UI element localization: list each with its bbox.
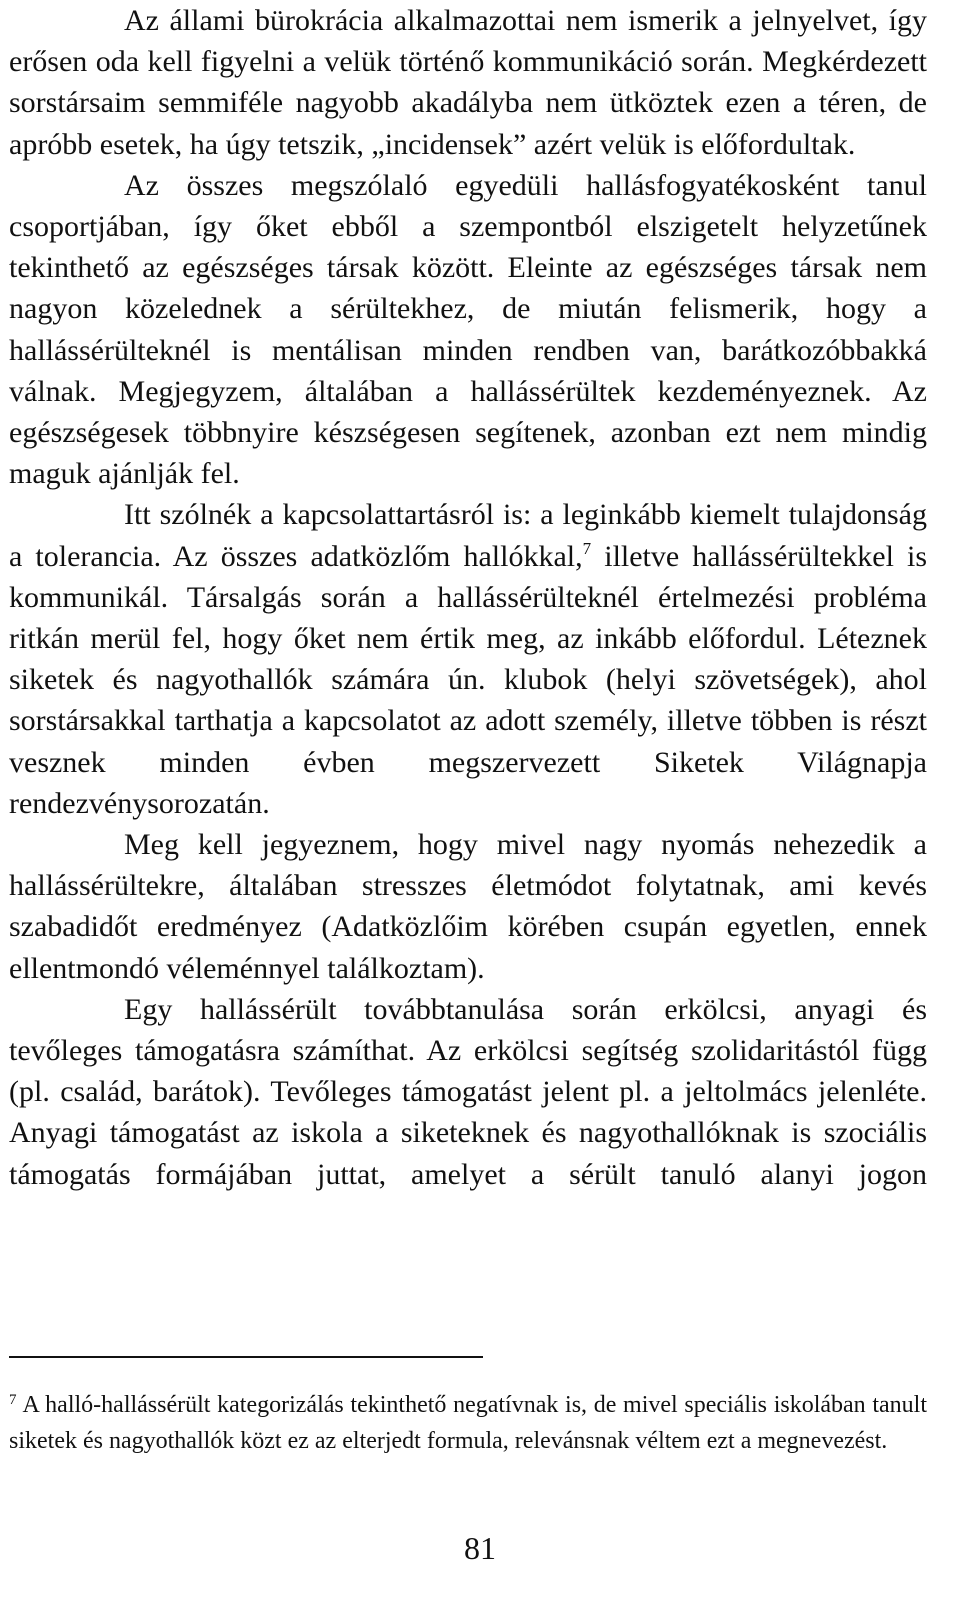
footnote-separator — [9, 1356, 483, 1358]
footnote-7 — [9, 1382, 927, 1459]
body-text — [9, 0, 927, 1195]
paragraph-3 — [9, 494, 927, 824]
footnote-text: A halló-hallássérült kategorizálás tekinthető negatívnak is, de mivel speciális iskolában tanult siketek és nagyothallók közt ez az elterjedt formula, relevánsnak véltem ezt a megnevezést. — [9, 1392, 927, 1454]
footnote-reference[interactable]: 7 — [582, 538, 592, 558]
paragraph-3-part-2: illetve hallássérültekkel is kommunikál. Társalgás során a hallássérülteknél értelmezési probléma ritkán merül fel, hogy őket nem értik meg, az inkább előfordul. Léteznek siketek és nagyothallók számára ún. klubok (helyi szövetségek), ahol sorstársakkal tarthatja a kapcsolatot az adott személy, illetve többen is részt vesznek minden évben megszervezett Siketek Világnapja rendezvénysorozatán. — [9, 539, 928, 820]
footnotes — [9, 1382, 927, 1459]
paragraph-1: Az állami bürokrácia alkalmazottai nem ismerik a jelnyelvet, így erősen oda kell figyelni a velük történő kommunikáció során. Megkérdezett sorstársaim semmiféle nagyobb akadályba nem ütköztek ezen a téren, de apróbb esetek, ha úgy tetszik, „incidensek” azért velük is előfordultak. — [9, 4, 927, 161]
footnote-number: 7 — [9, 1392, 17, 1408]
page-content — [9, 0, 927, 1195]
paragraph-5: Egy hallássérült továbbtanulása során erkölcsi, anyagi és tevőleges támogatásra számíthat. Az erkölcsi segítség szolidaritástól függ (pl. család, barátok). Tevőleges támogatást jelent pl. a jeltolmács jelenléte. Anyagi támogatást az iskola a siketeknek és nagyothallóknak is szociális támogatás formájában juttat, amelyet a sérült tanuló alanyi jogon — [9, 992, 927, 1191]
paragraph-4: Meg kell jegyeznem, hogy mivel nagy nyomás nehezedik a hallássérültekre, általában stresszes életmódot folytatnak, ami kevés szabadidőt eredményez (Adatközlőim körében csupán egyetlen, ennek ellentmondó véleménnyel találkoztam). — [9, 828, 927, 985]
page-number: 81 — [464, 1530, 496, 1566]
paragraph-3-part-1: Itt szólnék a kapcsolattartásról is: a leginkább kiemelt tulajdonság a tolerancia. Az összes adatközlőm hallókkal, — [9, 498, 927, 573]
paragraph-2: Az összes megszólaló egyedüli hallásfogyatékosként tanul csoportjában, így őket ebből a szempontból elszigetelt helyzetűnek tekinthető az egészséges társak között. Eleinte az egészséges társak nem nagyon közelednek a sérültekhez, de miután felismerik, hogy a hallássérülteknél is mentálisan minden rendben van, barátkozóbbakká válnak. Megjegyzem, általában a hallássérültek kezdeményeznek. Az egészségesek többnyire készségesen segítenek, azonban ezt nem mindig maguk ajánlják fel. — [9, 168, 927, 491]
